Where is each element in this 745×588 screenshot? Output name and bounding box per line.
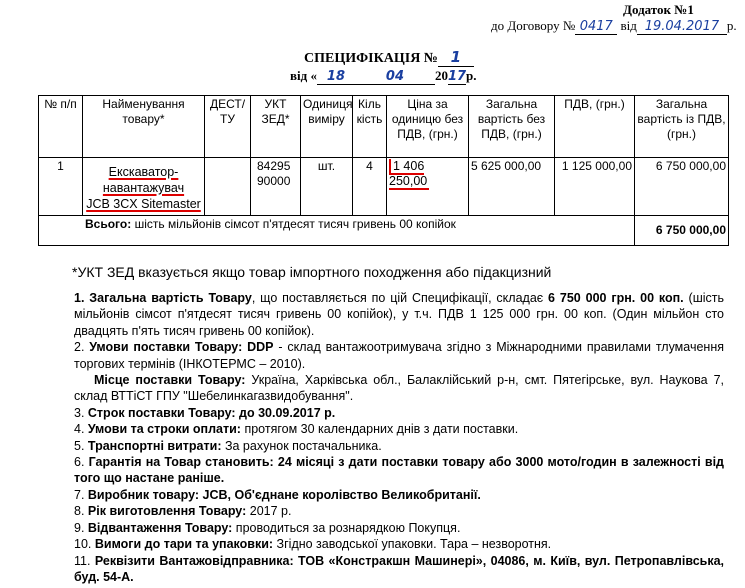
term-6-num: 6. — [74, 455, 89, 470]
term-place — [74, 372, 724, 405]
term-2-num: 2. — [74, 340, 90, 355]
term-7 — [74, 487, 724, 503]
price-highlight: 1 406 250,00 — [389, 159, 428, 188]
term-11-text: Реквізити Вантажовідправника: ТОВ «Констракшн Машинері», 04086, м. Київ, вул. Петропавлівська, буд. 54-А. — [74, 553, 725, 584]
term-9-text: проводиться за рознарядкою Покупця. — [232, 520, 461, 535]
term-2-label: Умови поставки Товару: DDP — [89, 340, 274, 355]
table-row — [39, 158, 729, 216]
spec-year-prefix: 20 — [434, 68, 448, 83]
term-5-num: 5. — [74, 438, 88, 453]
term-10 — [74, 536, 724, 552]
term-8 — [74, 503, 724, 519]
term-8-text: 2017 р. — [246, 504, 292, 519]
spec-year: 17 — [447, 69, 467, 84]
col-header-vat: ПДВ, (грн.) — [555, 96, 635, 158]
table-total-row — [39, 216, 729, 246]
term-8-num: 8. — [74, 504, 88, 519]
col-header-no: № п/п — [39, 96, 83, 158]
contract-prefix: до Договору № — [491, 18, 576, 33]
footnote: *УКТ ЗЕД вказується якщо товар імпортного походження або підакцизний — [72, 264, 552, 280]
col-header-total-vat: Загальна вартість із ПДВ, (грн.) — [635, 96, 729, 158]
cell-dstu — [205, 158, 251, 216]
term-3-num: 3. — [74, 405, 88, 420]
col-header-uktzed: УКТ ЗЕД* — [251, 96, 301, 158]
term-11-num: 11. — [74, 553, 95, 568]
total-label: Всього: — [85, 217, 132, 231]
term-5 — [74, 438, 724, 454]
term-6-text: Гарантія на Товар становить: 24 місяці з дати поставки товару або 3000 мото/годин в залежності від того що настане раніше. — [74, 455, 724, 486]
term-9-label: Відвантаження Товару: — [87, 520, 233, 535]
term-5-label: Транспортні витрати: — [87, 438, 222, 453]
specification-table — [38, 95, 729, 246]
term-7-num: 7. — [74, 487, 88, 502]
cell-price — [387, 158, 469, 216]
term-1 — [74, 290, 724, 339]
term-3-text: Строк поставки Товару: до 30.09.2017 р. — [87, 405, 336, 420]
term-2 — [74, 339, 724, 372]
term-5-text: За рахунок постачальника. — [221, 438, 382, 453]
term-4 — [74, 421, 724, 437]
contract-from: від — [620, 18, 637, 33]
term-4-num: 4. — [74, 422, 88, 437]
term-2-text: - склад вантажоотримувача згідно з Міжнародними правилами тлумачення торгових термінів (ІНКОТЕРМС – 2010). — [74, 340, 724, 371]
total-value: 6 750 000,00 — [635, 216, 729, 246]
col-header-price: Ціна за одиницю без ПДВ, (грн.) — [387, 96, 469, 158]
contract-number: 0417 — [575, 19, 617, 35]
term-8-label: Рік виготовлення Товару: — [87, 504, 247, 519]
term-1-amount: 6 750 000 грн. 00 коп. — [548, 291, 684, 305]
spec-number: 1 — [438, 48, 474, 67]
spec-day: 18 — [317, 69, 355, 85]
total-words: шість мільйонів сімсот п'ятдесят тисяч гривень 00 копійок — [134, 217, 456, 231]
terms-section — [74, 290, 724, 585]
term-1-text-c: (шість мільйонів сімсот п'ятдесят тисяч гривень 00 копійок), у т.ч. ПДВ 1 125 000 грн. 00 коп. (Один мільйон сто двадцять п'ять тисяч гривень 00 копійок). — [74, 291, 724, 338]
cell-vat: 1 125 000,00 — [555, 158, 635, 216]
term-4-text: протягом 30 календарних днів з дати поставки. — [240, 422, 519, 437]
cell-uktzed: 84295 90000 — [251, 158, 301, 216]
term-place-label: Місце поставки Товару: — [94, 373, 246, 388]
term-11 — [74, 553, 724, 586]
col-header-name: Найменування товару* — [83, 96, 205, 158]
cell-unit: шт. — [301, 158, 353, 216]
term-10-label: Вимоги до тари та упаковки: — [94, 537, 274, 552]
col-header-total-no-vat: Загальна вартість без ПДВ, (грн.) — [469, 96, 555, 158]
term-3 — [74, 405, 724, 421]
spec-date-prefix: від « — [290, 68, 317, 83]
col-header-unit: Одиниця виміру — [301, 96, 353, 158]
term-4-label: Умови та строки оплати: — [87, 422, 241, 437]
table-header-row — [39, 96, 729, 158]
cell-total-vat: 6 750 000,00 — [635, 158, 729, 216]
spec-title — [304, 48, 474, 67]
term-9 — [74, 520, 724, 536]
item-name-line2: навантажувач — [102, 181, 185, 195]
contract-date-suffix: р. — [726, 18, 737, 33]
cell-qty: 4 — [353, 158, 387, 216]
col-header-qty: Кіль кість — [353, 96, 387, 158]
addendum-label: Додаток №1 — [623, 2, 694, 17]
term-10-text: Згідно заводської упаковки. Тара – незворотня. — [273, 537, 552, 552]
spec-year-suffix: р. — [465, 68, 477, 83]
term-1-text-a: , що поставляється по цій Специфікації, складає — [251, 291, 549, 305]
spec-date — [290, 68, 476, 85]
item-name-line3: JCB 3CX Sitemaster — [86, 197, 201, 211]
term-6 — [74, 454, 724, 487]
contract-ref — [491, 18, 737, 35]
term-10-num: 10. — [74, 537, 95, 552]
term-9-num: 9. — [74, 520, 88, 535]
total-cell — [39, 216, 635, 246]
spec-title-text: СПЕЦИФІКАЦІЯ № — [304, 51, 438, 66]
cell-total-no-vat: 5 625 000,00 — [469, 158, 555, 216]
col-header-dstu: ДЕСТ/ ТУ — [205, 96, 251, 158]
term-1-label: 1. Загальна вартість Товару — [74, 291, 252, 305]
term-7-text: Виробник товару: JCB, Об'єднане королівство Великобританії. — [87, 487, 481, 502]
item-name-line1: Екскаватор- — [108, 165, 179, 179]
spec-month: 04 — [355, 69, 435, 85]
term-place-text: Україна, Харківська обл., Балаклійський р-н, смт. Пятегірське, вул. Наукова 7, склад ВТТіСТ ГПУ "Шебелинкагазвидобування". — [74, 373, 724, 404]
contract-date: 19.04.2017 — [637, 19, 727, 35]
cell-name — [83, 158, 205, 216]
cell-no: 1 — [39, 158, 83, 216]
